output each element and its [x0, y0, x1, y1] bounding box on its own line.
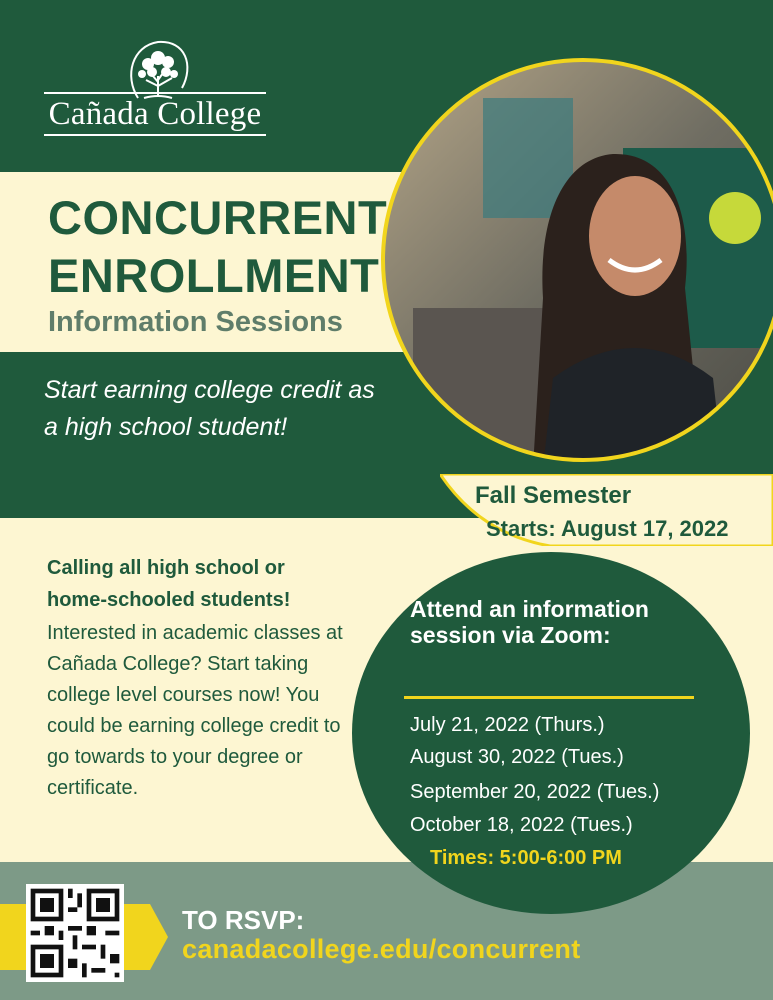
- session-date: August 30, 2022 (Tues.): [410, 746, 624, 768]
- session-times: Times: 5:00-6:00 PM: [430, 847, 622, 869]
- rsvp-link[interactable]: canadacollege.edu/concurrent: [182, 934, 581, 964]
- session-date: October 18, 2022 (Tues.): [410, 814, 633, 836]
- calling-headline: Calling all high school or home-schooled students!: [47, 557, 291, 611]
- qr-code-icon: [26, 884, 124, 982]
- semester-title: Fall Semester: [475, 482, 632, 509]
- semester-start-date: Starts: August 17, 2022: [486, 516, 729, 541]
- session-date: September 20, 2022 (Tues.): [410, 781, 660, 803]
- student-photo: [373, 48, 773, 470]
- zoom-divider: [404, 696, 694, 699]
- title-enrollment: ENROLLMENT: [48, 249, 380, 302]
- rsvp-label: TO RSVP:: [182, 905, 305, 935]
- logo-rule-top: [44, 92, 266, 94]
- tagline: Start earning college credit as a high school student!: [44, 376, 375, 441]
- zoom-heading: Attend an information session via Zoom:: [410, 596, 649, 648]
- college-name: Cañada College: [48, 96, 262, 132]
- logo-rule-bottom: [44, 134, 266, 136]
- title-concurrent: CONCURRENT: [48, 191, 388, 244]
- session-date: July 21, 2022 (Thurs.): [410, 714, 605, 736]
- title-information-sessions: Information Sessions: [48, 306, 343, 338]
- body-copy: Interested in academic classes at Cañada College? Start taking college level courses now! You could be earning college credit to go towards to your degree or certificate.: [47, 622, 343, 799]
- qr-code[interactable]: [26, 884, 124, 982]
